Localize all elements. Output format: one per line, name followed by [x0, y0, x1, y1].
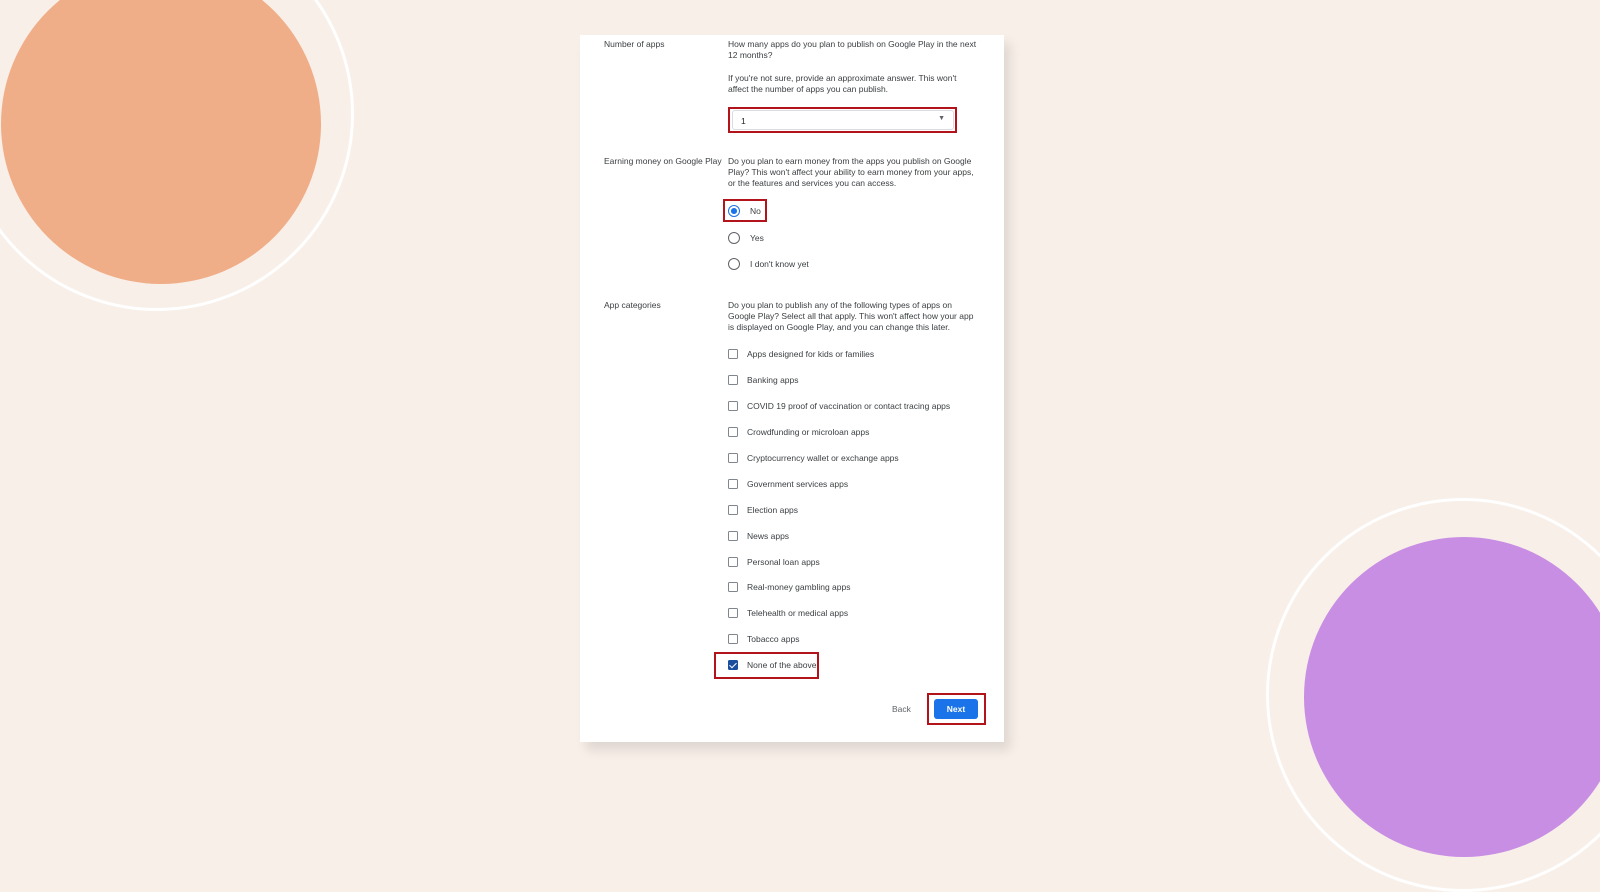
checkbox-option[interactable]	[728, 348, 874, 360]
number-of-apps-select-value: 1	[741, 116, 746, 126]
checkbox-label: Government services apps	[747, 479, 849, 489]
radio-label: No	[750, 206, 761, 216]
checkbox-option[interactable]	[728, 452, 899, 464]
checkbox-label: Personal loan apps	[747, 557, 820, 567]
radio-option-yes[interactable]	[728, 231, 764, 245]
radio-option-dont-know[interactable]	[728, 257, 809, 271]
checkbox-label: COVID 19 proof of vaccination or contact tracing apps	[747, 401, 951, 411]
checkbox-option[interactable]	[728, 426, 869, 438]
checkbox[interactable]	[728, 582, 738, 592]
checkbox[interactable]	[728, 557, 738, 567]
checkbox[interactable]	[728, 453, 738, 463]
checkbox[interactable]	[728, 531, 738, 541]
app-categories-label: App categories	[604, 300, 661, 310]
checkbox[interactable]	[728, 427, 738, 437]
checkbox[interactable]	[728, 505, 738, 515]
checkbox-label: None of the above	[747, 660, 817, 670]
checkbox-option[interactable]	[728, 556, 820, 568]
checkbox-label: Telehealth or medical apps	[747, 608, 849, 618]
checkbox[interactable]	[728, 375, 738, 385]
checkbox-option[interactable]	[728, 478, 848, 490]
checkbox-label: News apps	[747, 531, 790, 541]
checkbox[interactable]	[728, 634, 738, 644]
checkbox-option[interactable]	[728, 530, 789, 542]
checkbox-label: Crowdfunding or microloan apps	[747, 427, 870, 437]
checkbox[interactable]	[728, 401, 738, 411]
highlight-box-none-of-the-above	[714, 652, 819, 679]
form-card	[580, 35, 1004, 742]
checkbox-option[interactable]	[728, 607, 848, 619]
earning-money-question: Do you plan to earn money from the apps you publish on Google Play? This won't affect your ability to earn money from your apps, or the features and services you can access.	[728, 156, 974, 188]
checkbox-label: Apps designed for kids or families	[747, 349, 875, 359]
checkbox-option[interactable]	[728, 400, 950, 412]
number-of-apps-label: Number of apps	[604, 39, 665, 49]
highlight-box-next	[927, 693, 986, 725]
checkbox-label: Cryptocurrency wallet or exchange apps	[747, 453, 899, 463]
radio-button[interactable]	[728, 232, 740, 244]
checkbox[interactable]	[728, 349, 738, 359]
next-button[interactable]: Next	[934, 699, 978, 719]
checkbox-option[interactable]	[728, 504, 798, 516]
checkbox[interactable]	[728, 479, 738, 489]
back-button[interactable]: Back	[892, 704, 911, 714]
number-of-apps-question: How many apps do you plan to publish on Google Play in the next 12 months?	[728, 39, 977, 60]
highlight-box-select	[728, 107, 957, 133]
radio-button[interactable]	[728, 258, 740, 270]
checkbox-option[interactable]	[728, 581, 850, 593]
checkbox-option[interactable]	[728, 633, 799, 645]
checkbox-label: Tobacco apps	[747, 634, 800, 644]
earning-money-label: Earning money on Google Play	[604, 156, 722, 166]
app-categories-question: Do you plan to publish any of the following types of apps on Google Play? Select all that apply. This won't affect how your app is displayed on Google Play, and you can change this later.	[728, 300, 974, 332]
radio-label: Yes	[750, 233, 764, 243]
number-of-apps-help: If you're not sure, provide an approximate answer. This won't affect the number of apps you can publish.	[728, 73, 957, 94]
checkbox[interactable]	[728, 608, 738, 618]
checkbox-label: Real-money gambling apps	[747, 582, 851, 592]
checkbox-option[interactable]	[728, 374, 799, 386]
checkbox-label: Election apps	[747, 505, 799, 515]
chevron-down-icon: ▼	[938, 115, 945, 122]
checkbox-label: Banking apps	[747, 375, 799, 385]
radio-label: I don't know yet	[750, 259, 809, 269]
highlight-box-radio-no	[723, 199, 767, 222]
